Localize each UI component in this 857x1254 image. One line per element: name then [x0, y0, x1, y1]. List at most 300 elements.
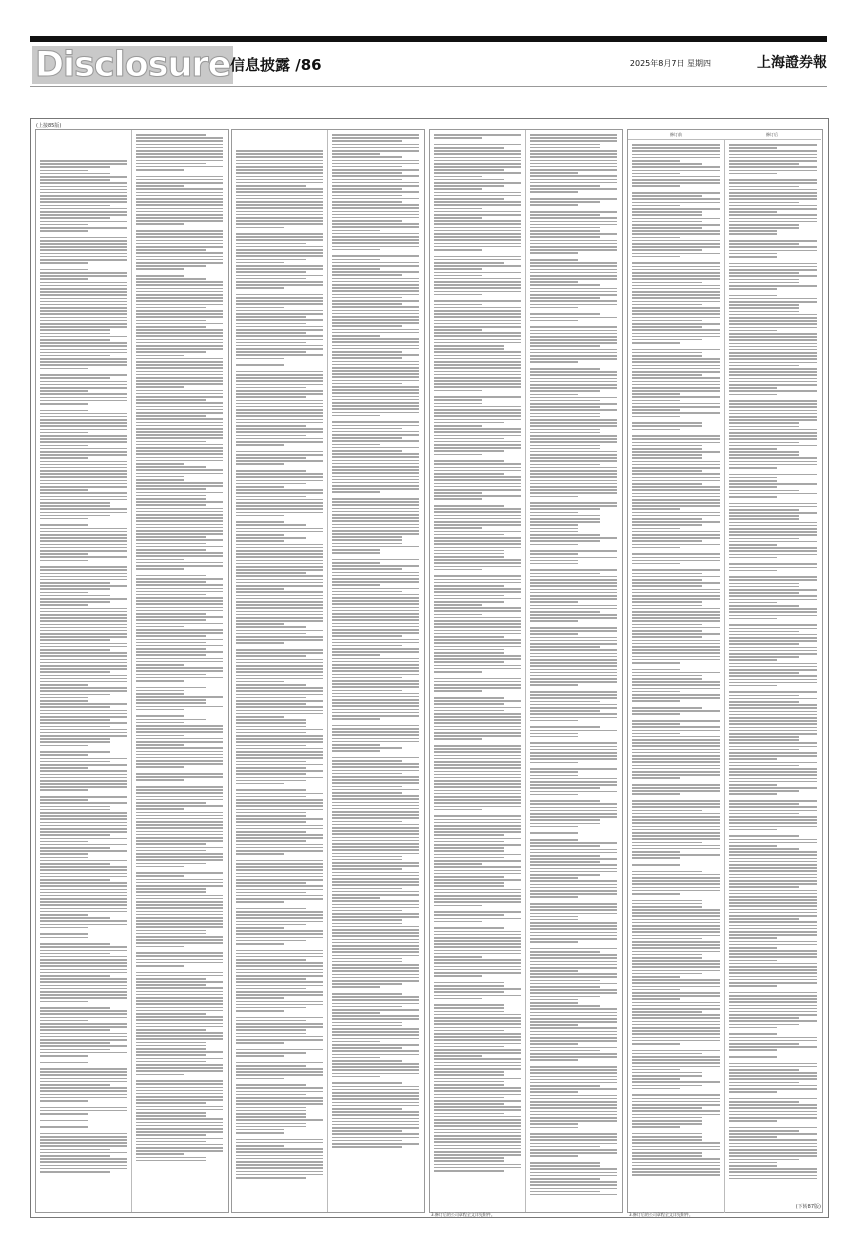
text-line — [729, 490, 799, 492]
text-line — [632, 1171, 720, 1173]
text-line — [434, 847, 504, 849]
text-line — [136, 568, 184, 570]
text-line — [236, 281, 323, 283]
text-line — [136, 444, 223, 446]
text-line — [530, 1104, 617, 1106]
text-line — [136, 1141, 206, 1143]
text-line — [332, 1009, 419, 1011]
text-line — [332, 482, 419, 484]
text-line — [729, 778, 817, 780]
text-line — [434, 291, 521, 293]
text-line — [40, 384, 127, 386]
text-line — [729, 205, 817, 207]
text-line — [332, 1140, 402, 1142]
text-line — [236, 617, 323, 619]
text-line — [530, 855, 600, 857]
text-line — [40, 425, 127, 427]
text-line — [729, 1008, 817, 1010]
text-line — [136, 259, 223, 261]
text-line — [236, 1039, 323, 1041]
text-line — [136, 316, 223, 318]
text-line — [729, 400, 817, 402]
comparison-table-3 — [429, 129, 623, 1213]
text-line — [136, 799, 223, 801]
text-line — [729, 1133, 817, 1135]
text-line — [434, 617, 521, 619]
text-line — [332, 795, 419, 797]
text-line — [332, 1034, 419, 1036]
text-line — [729, 371, 817, 373]
text-line — [40, 524, 88, 526]
text-line — [332, 140, 402, 142]
text-line — [332, 603, 419, 605]
text-line — [236, 524, 306, 526]
text-line — [136, 997, 223, 999]
text-line — [632, 617, 720, 619]
text-line — [434, 259, 521, 261]
text-line — [632, 352, 702, 354]
text-line — [136, 169, 184, 171]
text-line — [729, 256, 777, 258]
text-line — [434, 719, 521, 721]
text-line — [332, 325, 402, 327]
text-line — [332, 1114, 419, 1116]
text-line — [530, 492, 617, 494]
text-line — [136, 147, 223, 149]
text-line — [236, 451, 323, 453]
text-line — [530, 755, 617, 757]
text-line — [332, 884, 419, 886]
text-line — [729, 631, 799, 633]
text-line — [136, 747, 223, 749]
text-line — [236, 1055, 284, 1057]
text-line — [632, 1162, 720, 1164]
text-line — [236, 377, 323, 379]
text-line — [236, 1167, 323, 1169]
text-line — [40, 349, 127, 351]
text-line — [236, 1148, 323, 1150]
text-line — [136, 834, 223, 836]
text-line — [332, 837, 419, 839]
text-line — [530, 330, 617, 332]
text-line — [236, 396, 306, 398]
text-line — [236, 793, 323, 795]
text-line — [332, 559, 419, 561]
text-line — [530, 986, 600, 988]
text-line — [40, 256, 127, 258]
text-line — [236, 204, 323, 206]
text-line — [729, 937, 777, 939]
text-line — [136, 1074, 184, 1076]
text-line — [632, 1072, 702, 1074]
text-line — [434, 265, 521, 267]
text-line — [236, 297, 323, 299]
text-line — [632, 1094, 720, 1096]
text-line — [530, 531, 578, 533]
text-line — [136, 469, 223, 471]
text-line — [332, 1086, 419, 1088]
text-line — [136, 639, 223, 641]
comparison-table-2 — [231, 129, 425, 1213]
text-line — [236, 738, 323, 740]
text-line — [729, 650, 817, 652]
text-line — [434, 1138, 521, 1140]
text-line — [136, 648, 206, 650]
text-line — [729, 474, 817, 476]
text-line — [136, 843, 206, 845]
text-line — [332, 498, 419, 500]
text-line — [729, 874, 817, 876]
text-line — [236, 1103, 323, 1105]
text-line — [40, 812, 127, 814]
text-line — [332, 942, 419, 944]
text-line — [136, 348, 223, 350]
text-line — [40, 860, 127, 862]
text-line — [40, 933, 88, 935]
text-line — [434, 1074, 504, 1076]
text-line — [332, 230, 380, 232]
text-line — [632, 1107, 702, 1109]
text-line — [729, 787, 817, 789]
text-line — [729, 896, 817, 898]
text-line — [530, 288, 617, 290]
text-line — [632, 1146, 720, 1148]
text-line — [729, 953, 817, 955]
text-line — [236, 569, 323, 571]
text-line — [236, 163, 323, 165]
text-line — [729, 531, 817, 533]
text-line — [632, 749, 720, 751]
text-line — [236, 431, 323, 433]
text-line — [40, 962, 127, 964]
text-line — [40, 208, 127, 210]
text-line — [332, 1111, 419, 1113]
text-line — [530, 240, 617, 242]
text-line — [729, 330, 777, 332]
text-line — [332, 686, 419, 688]
text-line — [136, 1153, 184, 1155]
text-line — [632, 755, 720, 757]
text-line — [40, 847, 110, 849]
text-line — [332, 546, 419, 548]
text-line — [40, 282, 127, 284]
text-line — [530, 823, 600, 825]
text-line — [530, 425, 617, 427]
text-line — [236, 607, 323, 609]
text-line — [136, 281, 223, 283]
text-line — [332, 211, 419, 213]
text-line — [332, 651, 419, 653]
text-line — [332, 935, 419, 937]
text-line — [632, 906, 702, 908]
text-line — [530, 1107, 617, 1109]
text-line — [40, 1094, 127, 1096]
text-line — [632, 822, 720, 824]
text-line — [40, 470, 127, 472]
text-line — [136, 661, 223, 663]
text-line — [729, 739, 799, 741]
text-line — [530, 672, 617, 674]
text-line — [332, 1082, 402, 1084]
text-line — [530, 964, 617, 966]
text-line — [434, 236, 521, 238]
text-line — [40, 758, 127, 760]
text-line — [236, 604, 323, 606]
text-line — [40, 639, 110, 641]
text-line — [434, 841, 504, 843]
text-line — [729, 170, 817, 172]
text-line — [530, 633, 578, 635]
text-line — [434, 1036, 521, 1038]
text-line — [236, 767, 306, 769]
text-line — [136, 642, 206, 644]
text-line — [632, 640, 720, 642]
text-line — [434, 825, 521, 827]
text-line — [729, 1149, 817, 1151]
text-line — [729, 307, 799, 309]
text-line — [40, 1110, 127, 1112]
text-line — [434, 1087, 521, 1089]
text-line — [632, 912, 720, 914]
text-line — [236, 585, 323, 587]
text-line — [40, 815, 127, 817]
text-line — [434, 479, 521, 481]
text-line — [236, 307, 284, 309]
text-line — [729, 528, 817, 530]
text-line — [136, 706, 223, 708]
text-line — [729, 1146, 817, 1148]
text-line — [729, 1046, 817, 1048]
text-line — [236, 799, 323, 801]
text-line — [332, 306, 419, 308]
text-line — [136, 693, 184, 695]
text-line — [530, 1165, 600, 1167]
text-line — [40, 1052, 127, 1054]
text-line — [434, 579, 521, 581]
text-line — [632, 377, 720, 379]
text-line — [236, 390, 323, 392]
text-line — [40, 464, 127, 466]
text-line — [632, 496, 720, 498]
text-line — [136, 626, 184, 628]
text-line — [434, 550, 504, 552]
text-line — [236, 773, 306, 775]
text-line — [40, 275, 127, 277]
text-line — [729, 413, 817, 415]
text-line — [40, 1145, 127, 1147]
text-line — [40, 614, 127, 616]
text-line — [632, 1088, 680, 1090]
text-line — [136, 654, 206, 656]
text-line — [40, 272, 127, 274]
text-line — [530, 378, 617, 380]
text-line — [632, 672, 720, 674]
text-line — [236, 313, 323, 315]
text-line — [434, 172, 521, 174]
text-line — [434, 911, 521, 913]
text-line — [729, 928, 817, 930]
text-line — [40, 825, 127, 827]
text-line — [236, 665, 323, 667]
text-line — [236, 927, 284, 929]
text-line — [40, 608, 127, 610]
text-line — [136, 134, 206, 136]
text-line — [136, 495, 206, 497]
text-line — [434, 262, 504, 264]
text-line — [434, 1043, 521, 1045]
text-line — [729, 457, 817, 459]
text-line — [632, 445, 702, 447]
text-line — [236, 1065, 306, 1067]
text-line — [40, 186, 127, 188]
text-line — [236, 1078, 284, 1080]
text-line — [136, 188, 223, 190]
text-line — [632, 688, 720, 690]
text-line — [434, 492, 482, 494]
text-line — [632, 208, 720, 210]
text-line — [632, 656, 720, 658]
text-line — [434, 227, 521, 229]
text-line — [632, 473, 720, 475]
text-line — [729, 288, 777, 290]
text-line — [40, 201, 127, 203]
text-line — [530, 278, 617, 280]
text-line — [729, 301, 817, 303]
text-line — [332, 1069, 419, 1071]
text-line — [530, 1175, 617, 1177]
text-line — [40, 419, 127, 421]
text-line — [236, 991, 323, 993]
text-line — [136, 760, 223, 762]
text-line — [632, 243, 720, 245]
text-line — [632, 1085, 702, 1087]
text-line — [632, 230, 720, 232]
text-line — [40, 1139, 127, 1141]
text-line — [530, 941, 578, 943]
text-line — [729, 461, 817, 463]
text-line — [632, 1114, 720, 1116]
text-line — [236, 211, 323, 213]
text-line — [434, 1151, 521, 1153]
text-line — [236, 703, 306, 705]
text-line — [530, 1101, 617, 1103]
text-line — [434, 182, 521, 184]
text-line — [530, 935, 617, 937]
text-line — [632, 1062, 720, 1064]
text-line — [632, 1174, 720, 1176]
text-line — [136, 754, 223, 756]
text-line — [136, 952, 223, 954]
text-line — [236, 722, 306, 724]
text-line — [530, 1024, 578, 1026]
text-line — [632, 393, 680, 395]
text-line — [530, 243, 617, 245]
text-line — [332, 955, 419, 957]
text-line — [136, 680, 184, 682]
text-line — [729, 448, 777, 450]
text-line — [136, 917, 223, 919]
text-line — [434, 777, 521, 779]
text-line — [729, 483, 817, 485]
text-line — [434, 1014, 521, 1016]
text-line — [40, 298, 127, 300]
text-line — [434, 556, 504, 558]
table-2-right — [328, 130, 423, 1212]
text-line — [434, 793, 521, 795]
text-line — [332, 635, 402, 637]
text-line — [236, 572, 306, 574]
text-line — [40, 770, 127, 772]
text-line — [530, 893, 617, 895]
text-line — [530, 394, 578, 396]
text-line — [729, 845, 777, 847]
text-line — [632, 662, 680, 664]
text-line — [434, 272, 521, 274]
text-line — [729, 1075, 817, 1077]
text-line — [332, 616, 419, 618]
text-line — [332, 891, 419, 893]
text-line — [332, 802, 419, 804]
text-line — [530, 736, 578, 738]
text-line — [434, 534, 504, 536]
text-line — [332, 999, 419, 1001]
text-line — [40, 978, 127, 980]
text-line — [434, 678, 521, 680]
text-line — [729, 592, 799, 594]
text-line — [40, 1136, 127, 1138]
text-line — [136, 150, 223, 152]
text-line — [530, 646, 600, 648]
text-line — [729, 679, 817, 681]
text-line — [40, 467, 127, 469]
text-line — [332, 262, 419, 264]
text-line — [632, 154, 720, 156]
text-line — [434, 1004, 504, 1006]
text-line — [632, 813, 720, 815]
text-line — [40, 364, 127, 366]
text-line — [332, 396, 419, 398]
text-line — [40, 751, 110, 753]
text-line — [434, 163, 521, 165]
text-line — [136, 374, 223, 376]
text-line — [40, 390, 88, 392]
text-line — [729, 538, 799, 540]
text-line — [40, 505, 110, 507]
text-line — [236, 879, 323, 881]
text-line — [40, 783, 127, 785]
text-line — [632, 630, 702, 632]
text-line — [530, 384, 617, 386]
text-line — [434, 358, 521, 360]
text-line — [236, 997, 284, 999]
text-line — [530, 1114, 617, 1116]
text-line — [236, 681, 284, 683]
text-line — [136, 872, 223, 874]
text-line — [40, 1120, 88, 1122]
text-line — [632, 499, 720, 501]
text-line — [236, 690, 323, 692]
text-line — [434, 1055, 482, 1057]
text-line — [40, 611, 127, 613]
text-line — [136, 555, 223, 557]
text-line — [40, 512, 127, 514]
comparison-table-1 — [35, 129, 229, 1213]
text-line — [632, 947, 720, 949]
text-line — [729, 979, 817, 981]
text-line — [729, 1072, 817, 1074]
text-line — [729, 227, 799, 229]
text-line — [530, 1056, 617, 1058]
